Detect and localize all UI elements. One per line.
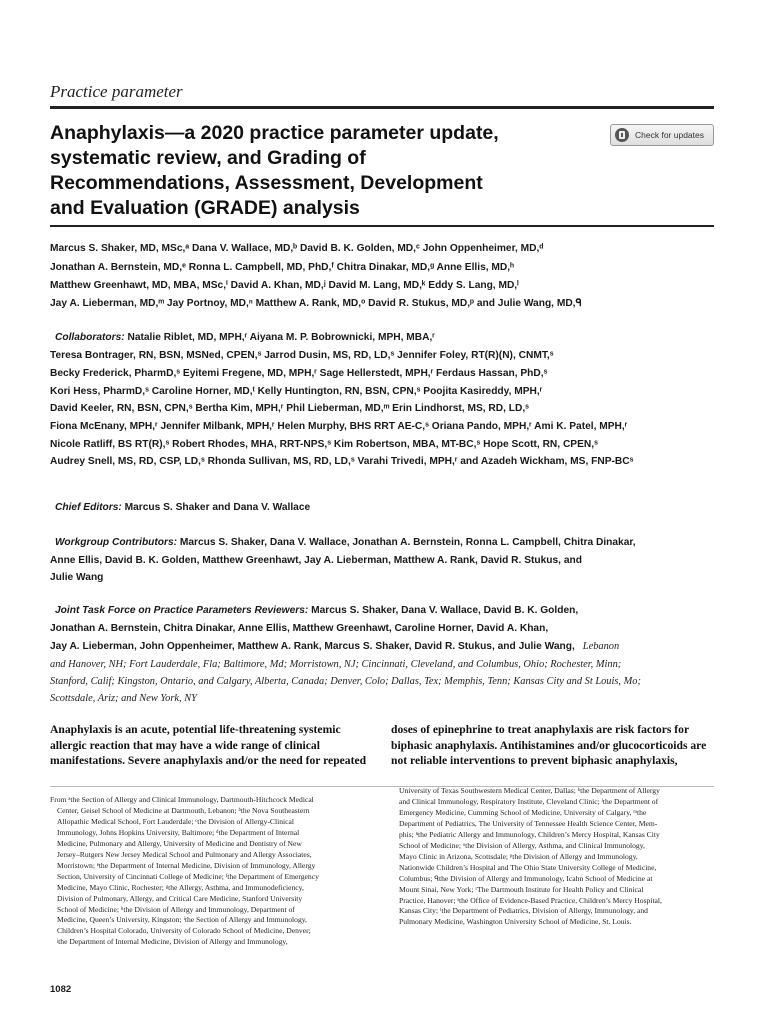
workgroup-text: Marcus S. Shaker, Dana V. Wallace, Jonathan A. Bernstein, Ronna L. Campbell, Chitra Dinakar, (177, 537, 636, 548)
section-label: Practice parameter (50, 82, 183, 101)
reviewers-line (50, 641, 619, 652)
crossmark-icon (615, 128, 629, 142)
abstract-line: biphasic anaphylaxis. Antihistamines and/or glucocorticoids are (391, 738, 707, 752)
affiliation-line: Pulmonary Medicine, Washington University School of Medicine, St. Louis. (399, 917, 632, 927)
affiliation-line: Allopathic Medical School, Fort Lauderdale; ᶜthe Division of Allergy-Clinical (57, 816, 294, 826)
workgroup-line: Anne Ellis, David B. K. Golden, Matthew Greenhawt, Jay A. Lieberman, Matthew A. Rank, David R. Stukus, and (50, 555, 582, 566)
affiliation-line: Jersey–Rutgers New Jersey Medical School and Pulmonary and Allergy Associates, (57, 849, 312, 859)
affiliations-right-column (399, 786, 719, 928)
affiliation-line: Nationwide Children’s Hospital and The Ohio State University College of Medicine, (399, 862, 657, 872)
affiliation-line: and Clinical Immunology, Respiratory Institute, Cleveland Clinic; ˡthe Department of (399, 796, 659, 806)
check-for-updates-button[interactable] (610, 124, 714, 146)
chief-editors-label: Chief Editors: (55, 502, 122, 513)
collaborators-line: Teresa Bontrager, RN, BSN, MSNed, CPEN,ˢ Jarrod Dusin, MS, RD, LD,ˢ Jennifer Foley, RT(R)(N), CNMT,ˢ (50, 350, 554, 361)
affiliation-line: Kansas City; ᵗthe Department of Pediatrics, Division of Allergy, Immunology, and (399, 906, 648, 916)
title-line: systematic review, and Grading of (50, 147, 366, 169)
reviewers-label: Joint Task Force on Practice Parameters Reviewers: (55, 605, 309, 616)
abstract-line: allergic reaction that may have a wide range of clinical (50, 738, 320, 752)
affiliation-line: Section, University of Cincinnati College of Medicine; ᶠthe Department of Emergency (57, 871, 319, 881)
affiliation-line: Immunology, Johns Hopkins University, Baltimore; ᵈthe Department of Internal (57, 827, 300, 837)
affiliation-line: Center, Geisel School of Medicine at Dartmouth, Lebanon; ᵇthe Nova Southeastern (57, 805, 310, 815)
affiliation-line: Mount Sinai, New York; ʳThe Dartmouth Institute for Health Policy and Clinical (399, 884, 644, 894)
article-title (50, 121, 610, 221)
location-text: Lebanon (582, 641, 620, 652)
check-for-updates-label: Check for updates (635, 130, 704, 140)
abstract-line: Anaphylaxis is an acute, potential life-threatening systemic (50, 723, 341, 736)
affiliation-line: School of Medicine; ᵒthe Division of Allergy, Asthma, and Clinical Immunology, (399, 840, 645, 850)
affiliation-line: Mayo Clinic in Arizona, Scottsdale; ᵖthe Division of Allergy and Immunology, (399, 851, 638, 861)
title-line: Anaphylaxis—a 2020 practice parameter update, (50, 122, 499, 144)
affiliation-line: Division of Pulmonary, Allergy, and Critical Care Medicine, Stanford University (57, 893, 303, 903)
abstract-left-column (50, 722, 366, 769)
collaborators-line: Nicole Ratliff, BS RT(R),ˢ Robert Rhodes, MHA, RRT-NPS,ˢ Kim Robertson, MBA, MT-BC,ˢ Hope Scott, RN, CPEN,ˢ (50, 439, 598, 450)
affiliation-line: Medicine, Pulmonary and Allergy, University of Medicine and Dentistry of New (57, 838, 302, 848)
location-line: Scottsdale, Ariz; and New York, NY (50, 693, 197, 704)
workgroup-label: Workgroup Contributors: (55, 537, 178, 548)
author-line: Marcus S. Shaker, MD, MSc,ᵃ Dana V. Wallace, MD,ᵇ David B. K. Golden, MD,ᶜ John Oppenheimer, MD,ᵈ (50, 243, 544, 254)
chief-editors-line (55, 502, 310, 513)
collaborators-line: Kori Hess, PharmD,ˢ Caroline Horner, MD,ᵗ Kelly Huntington, RN, BSN, CPN,ˢ Poojita Kasireddy, MPH,ʳ (50, 386, 543, 397)
author-line: Jonathan A. Bernstein, MD,ᵉ Ronna L. Campbell, MD, PhD,ᶠ Chitra Dinakar, MD,ᵍ Anne Ellis, MD,ʰ (50, 262, 514, 273)
title-line: Recommendations, Assessment, Development (50, 172, 483, 194)
location-line: Stanford, Calif; Kingston, Ontario, and Calgary, Alberta, Canada; Denver, Colo; Dallas, Tex; Memphis, Tenn; Kansas City and St Louis, Mo; (50, 676, 641, 687)
page-number: 1082 (50, 984, 72, 995)
abstract-line: doses of epinephrine to treat anaphylaxis are risk factors for (391, 723, 690, 736)
collaborators-line: Becky Frederick, PharmD,ˢ Eyitemi Fregene, MD, MPH,ʳ Sage Hellerstedt, MPH,ʳ Ferdaus Hassan, PhD,ˢ (50, 368, 548, 379)
affiliation-line: School of Medicine; ʰthe Division of Allergy and Immunology, Department of (57, 904, 295, 914)
affiliation-line: Morristown; ᵉthe Department of Internal Medicine, Division of Immunology, Allergy (57, 860, 316, 870)
reviewers-line: Jonathan A. Bernstein, Chitra Dinakar, Anne Ellis, Matthew Greenhawt, Caroline Horner, David A. Khan, (50, 623, 549, 634)
affiliation-line: ʲthe Department of Internal Medicine, Division of Allergy and Immunology, (57, 937, 288, 947)
reviewers-text: Marcus S. Shaker, Dana V. Wallace, David B. K. Golden, (308, 605, 579, 616)
author-line: Matthew Greenhawt, MD, MBA, MSc,ⁱ David A. Khan, MD,ʲ David M. Lang, MD,ᵏ Eddy S. Lang, MD,ˡ (50, 280, 519, 291)
header-rule (50, 106, 714, 109)
location-line: and Hanover, NH; Fort Lauderdale, Fla; Baltimore, Md; Morristown, NJ; Cincinnati, Cleveland, and Columbus, Ohio; Rochester, Minn; (50, 659, 622, 670)
affiliation-line: From ᵃthe Section of Allergy and Clinical Immunology, Dartmouth-Hitchcock Medical (50, 795, 314, 804)
affiliation-line: Department of Pediatrics, The University of Tennessee Health Science Center, Mem- (399, 818, 658, 828)
collaborators-line: David Keeler, RN, BSN, CPN,ˢ Bertha Kim, MPH,ʳ Phil Lieberman, MD,ᵐ Erin Lindhorst, MS, RD, LD,ˢ (50, 403, 530, 414)
collaborators-line: Fiona McEnany, MPH,ʳ Jennifer Milbank, MPH,ʳ Helen Murphy, BHS RRT AE-C,ˢ Oriana Pando, MPH,ʳ Ami K. Patel, MPH,ʳ (50, 421, 628, 432)
affiliation-line: Practice, Hanover; ˢthe Office of Evidence-Based Practice, Children’s Mercy Hospital, (399, 895, 662, 905)
abstract-line: manifestations. Severe anaphylaxis and/or the need for repeated (50, 754, 367, 768)
reviewers-line (55, 605, 578, 616)
title-line: and Evaluation (GRADE) analysis (50, 197, 360, 219)
chief-editors-text: Marcus S. Shaker and Dana V. Wallace (121, 502, 311, 513)
affiliation-line: Emergency Medicine, Cumming School of Medicine, University of Calgary, ᵐthe (399, 807, 647, 817)
affiliation-line: University of Texas Southwestern Medical Center, Dallas; ᵏthe Department of Allergy (399, 786, 660, 795)
author-line: Jay A. Lieberman, MD,ᵐ Jay Portnoy, MD,ⁿ Matthew A. Rank, MD,ᵒ David R. Stukus, MD,ᵖ and Julie Wang, MD,ᑫ (50, 298, 582, 309)
affiliations-left-column (50, 795, 375, 948)
affiliation-line: Medicine, Mayo Clinic, Rochester; ᵍthe Allergy, Asthma, and Immunodeficiency, (57, 882, 304, 892)
collaborators-line: Audrey Snell, MS, RD, CSP, LD,ˢ Rhonda Sullivan, MS, RD, LD,ˢ Varahi Trivedi, MPH,ʳ and Azadeh Wickham, MS, FNP-BCˢ (50, 456, 634, 467)
abstract-line: not reliable interventions to prevent biphasic anaphylaxis, (391, 754, 678, 768)
workgroup-line: Julie Wang (50, 572, 104, 583)
collaborators-line (55, 332, 435, 343)
abstract-right-column (391, 722, 706, 769)
reviewers-text: Jay A. Lieberman, John Oppenheimer, Matthew A. Rank, Marcus S. Shaker, David R. Stukus, and Julie Wang, (50, 641, 575, 652)
collaborators-text: Natalie Riblet, MD, MPH,ʳ Aiyana M. P. Bobrownicki, MPH, MBA,ʳ (124, 332, 435, 343)
collaborators-label: Collaborators: (55, 332, 125, 343)
affiliation-line: phis; ⁿthe Pediatric Allergy and Immunology, Children’s Mercy Hospital, Kansas City (399, 829, 660, 839)
title-rule (50, 225, 714, 227)
affiliation-line: Columbus; ᑫthe Division of Allergy and Immunology, Icahn School of Medicine at (399, 873, 653, 883)
affiliation-line: Children’s Hospital Colorado, University of Colorado School of Medicine, Denver; (57, 926, 311, 936)
workgroup-line (55, 537, 636, 548)
affiliation-line: Medicine, Queen’s University, Kingston; ⁱthe Section of Allergy and Immunology, (57, 915, 307, 925)
